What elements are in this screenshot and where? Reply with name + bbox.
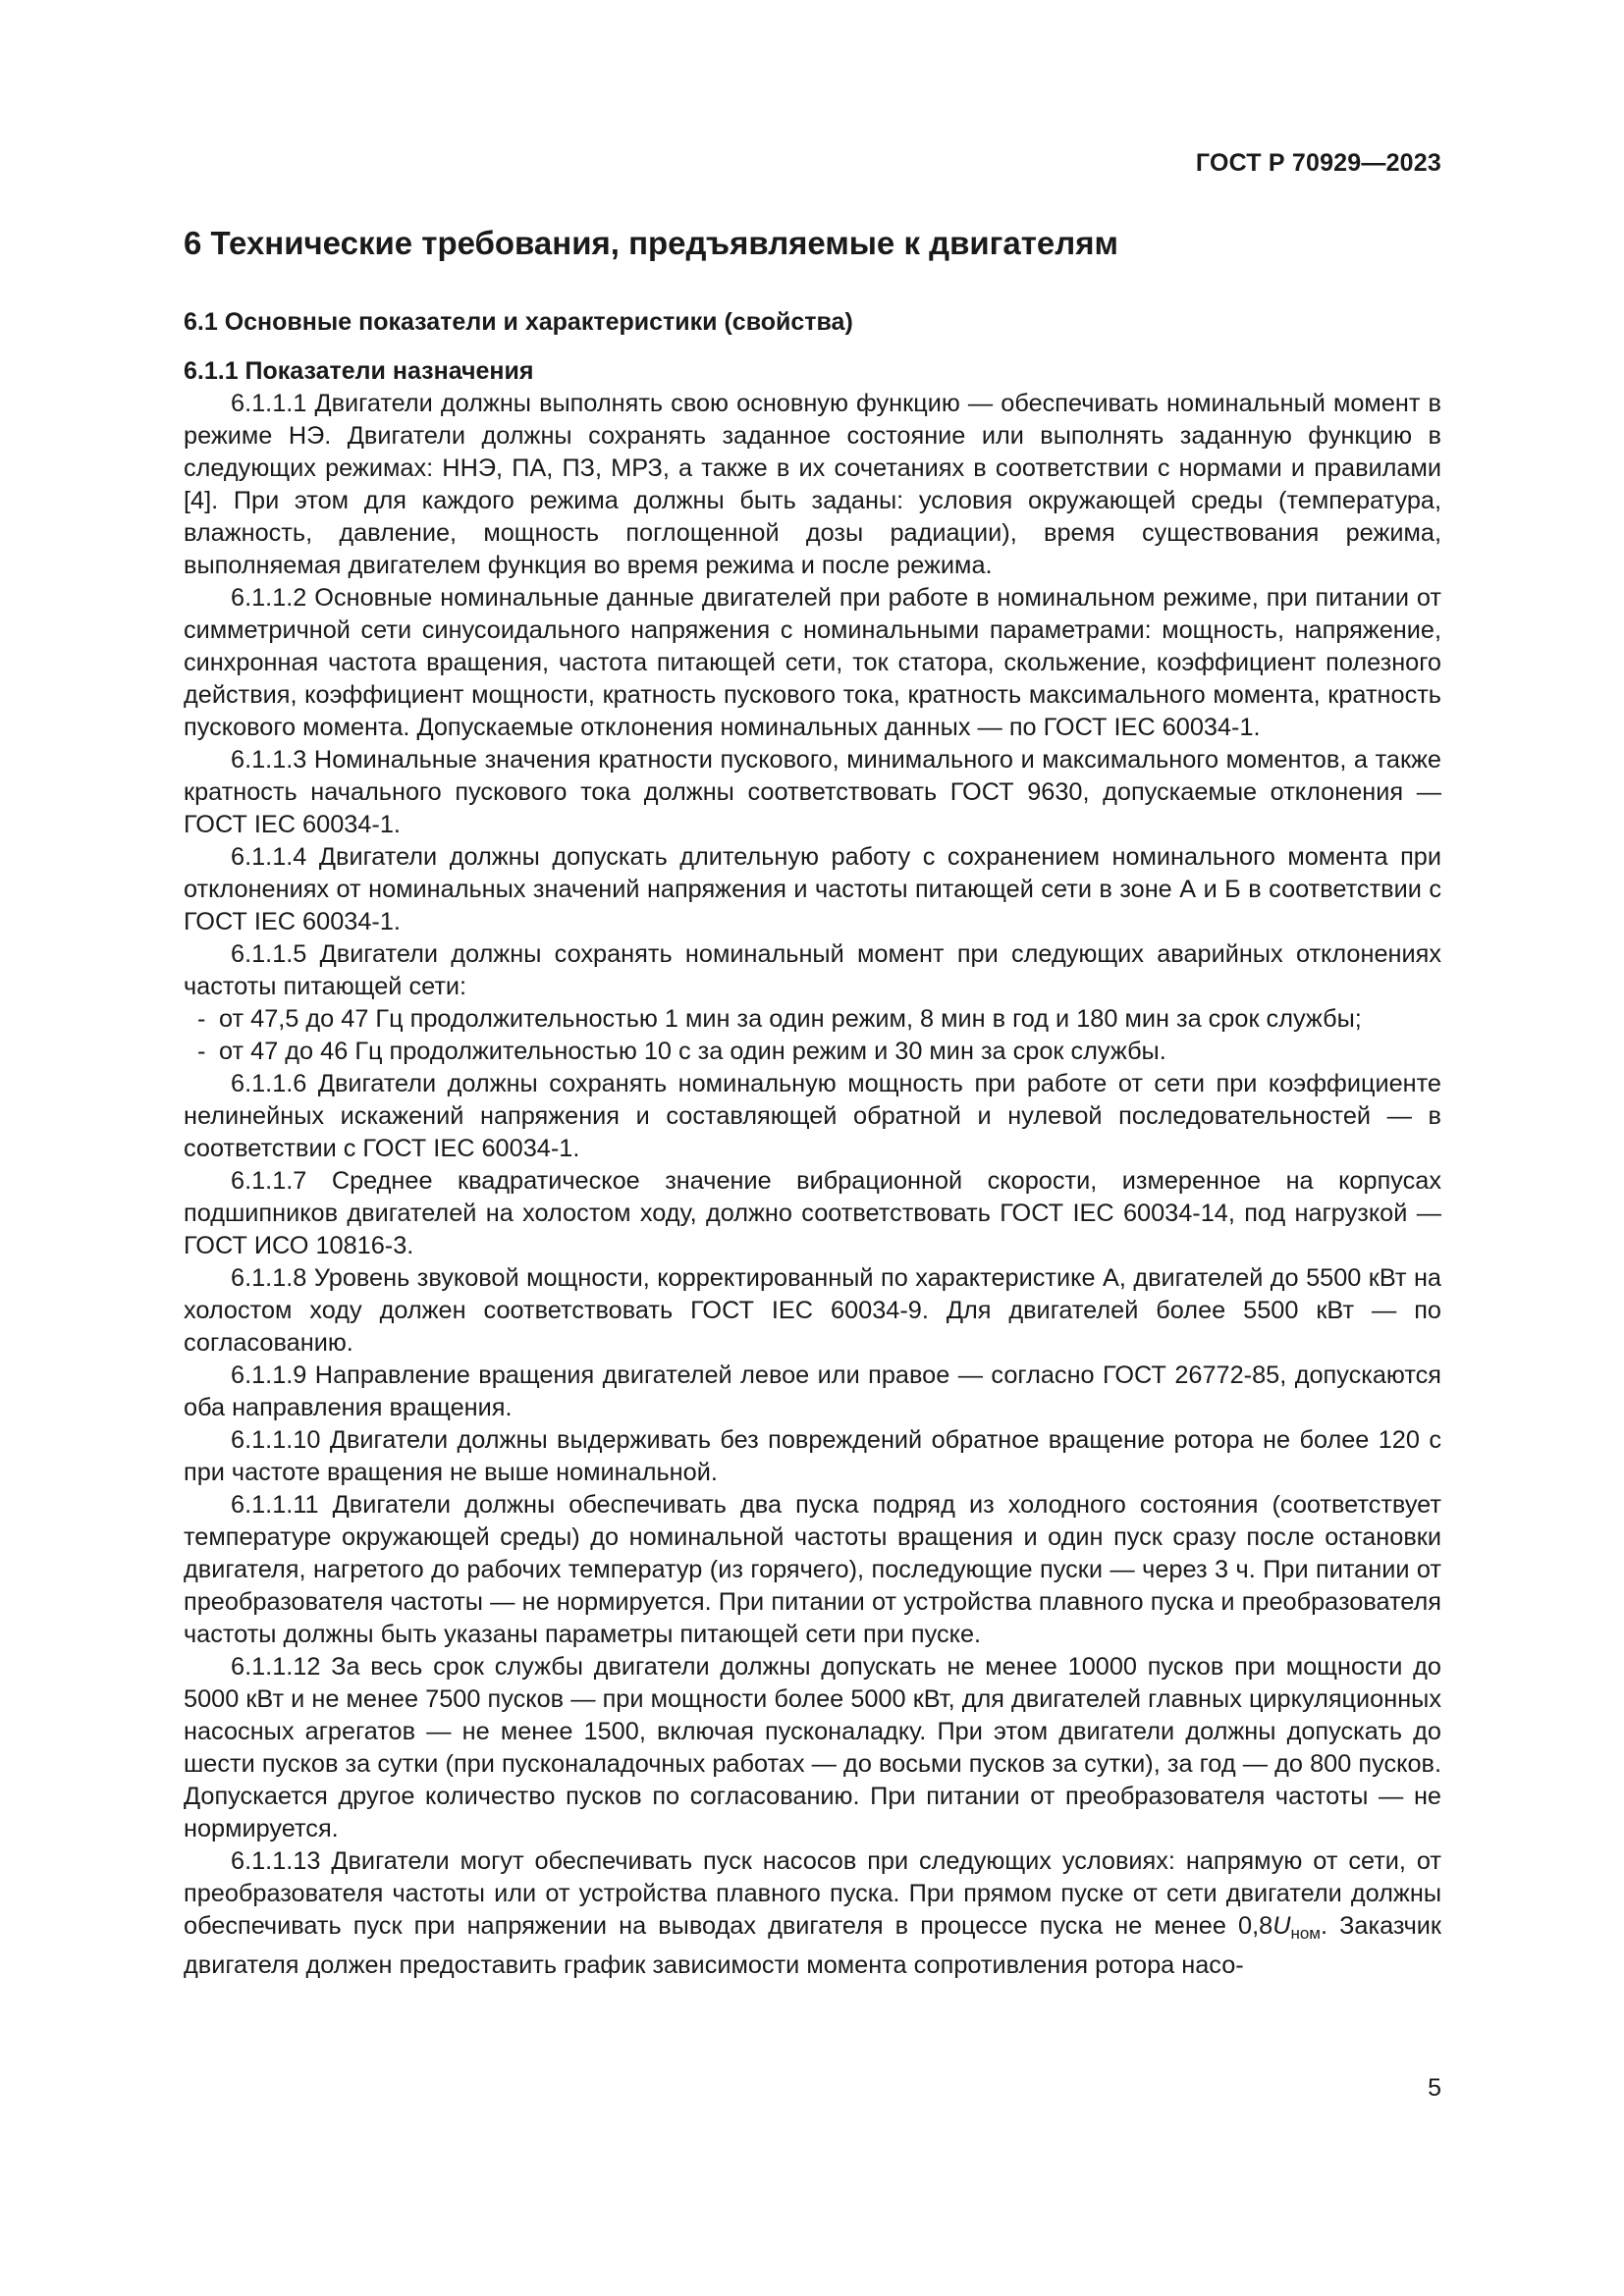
list-item	[184, 1036, 1441, 1068]
paragraph-text: . Заказчик двигателя должен предоставить график зависимости момента сопротивления ротора насо-	[184, 1912, 1442, 1979]
paragraph-6-1-1-10: 6.1.1.10 Двигатели должны выдерживать без повреждений обратное вращение ротора не более 120 с при частоте вращения не выше номинальной.	[184, 1426, 1441, 1486]
page-number: 5	[1428, 2074, 1441, 2102]
paragraph-6-1-1-13	[184, 1845, 1441, 1982]
list-item	[184, 1003, 1441, 1036]
subsubsection-title: 6.1.1 Показатели назначения	[184, 357, 534, 385]
list-item-text: от 47,5 до 47 Гц продолжительностью 1 мин за один режим, 8 мин в год и 180 мин за срок службы;	[219, 1005, 1362, 1033]
paragraph-6-1-1-3: 6.1.1.3 Номинальные значения кратности пускового, минимального и максимального моментов, а также кратность начального пускового тока должны соответствовать ГОСТ 9630, допускаемые отклонения — ГОСТ IEC 60034-1.	[184, 746, 1441, 838]
voltage-symbol: U	[1272, 1912, 1291, 1940]
paragraph-6-1-1-4: 6.1.1.4 Двигатели должны допускать длительную работу с сохранением номинального момента при отклонениях от номинальных значений напряжения и частоты питающей сети в зоне А и Б в соответствии с ГОСТ IEC 60034-1.	[184, 843, 1441, 935]
list-dash: -	[197, 1005, 206, 1033]
section-title: 6 Технические требования, предъявляемые к двигателям	[184, 225, 1118, 261]
paragraph-6-1-1-8: 6.1.1.8 Уровень звуковой мощности, корректированный по характеристике А, двигателей до 5500 кВт на холостом ходу должен соответствовать ГОСТ IEC 60034-9. Для двигателей более 5500 кВт — по согласованию.	[184, 1264, 1441, 1357]
paragraph-6-1-1-6: 6.1.1.6 Двигатели должны сохранять номинальную мощность при работе от сети при коэффициенте нелинейных искажений напряжения и составляющей обратной и нулевой последовательностей — в соответствии с ГОСТ IEC 60034-1.	[184, 1070, 1441, 1162]
paragraph-6-1-1-11: 6.1.1.11 Двигатели должны обеспечивать два пуска подряд из холодного состояния (соответствует температуре окружающей среды) до номинальной частоты вращения и один пуск сразу после остановки двигателя, нагретого до рабочих температур (из горячего), последующие пуски — через 3 ч. При питании от преобразователя частоты — не нормируется. При питании от устройства плавного пуска и преобразователя частоты должны быть указаны параметры питающей сети при пуске.	[184, 1491, 1441, 1648]
paragraph-6-1-1-12: 6.1.1.12 За весь срок службы двигатели должны допускать не менее 10000 пусков при мощности до 5000 кВт и не менее 7500 пусков — при мощности более 5000 кВт, для двигателей главных циркуляционных насосных агрегатов — не менее 1500, включая пусконаладку. При этом двигатели должны допускать до шести пусков за сутки (при пусконаладочных работах — до восьми пусков за сутки), за год — до 800 пусков. Допускается другое количество пусков по согласованию. При питании от преобразователя частоты — не нормируется.	[184, 1653, 1441, 1842]
paragraph-6-1-1-1: 6.1.1.1 Двигатели должны выполнять свою основную функцию — обеспечивать номинальный момент в режиме НЭ. Двигатели должны сохранять заданное состояние или выполнять заданную функцию в следующих режимах: ННЭ, ПА, ПЗ, МРЗ, а также в их сочетаниях в соответствии с нормами и правилами [4]. При этом для каждого режима должны быть заданы: условия окружающей среды (температура, влажность, давление, мощность поглощенной дозы радиации), время существования режима, выполняемая двигателем функция во время режима и после режима.	[184, 390, 1441, 579]
subsection-title: 6.1 Основные показатели и характеристики (свойства)	[184, 308, 853, 336]
page-content	[184, 221, 1441, 1982]
list-dash: -	[197, 1038, 206, 1065]
paragraph-6-1-1-9: 6.1.1.9 Направление вращения двигателей левое или правое — согласно ГОСТ 26772-85, допускаются оба направления вращения.	[184, 1362, 1441, 1421]
paragraph-6-1-1-7: 6.1.1.7 Среднее квадратическое значение вибрационной скорости, измеренное на корпусах подшипников двигателей на холостом ходу, должно соответствовать ГОСТ IEC 60034-14, под нагрузкой — ГОСТ ИСО 10816-3.	[184, 1167, 1441, 1259]
paragraph-text: 6.1.1.13 Двигатели могут обеспечивать пуск насосов при следующих условиях: напрямую от сети, от преобразователя частоты или от устройства плавного пуска. При прямом пуске от сети двигатели должны обеспечивать пуск при напряжении на выводах двигателя в процессе пуска не менее 0,8	[184, 1847, 1441, 1940]
paragraph-6-1-1-2: 6.1.1.2 Основные номинальные данные двигателей при работе в номинальном режиме, при питании от симметричной сети синусоидального напряжения с номинальными параметрами: мощность, напряжение, синхронная частота вращения, частота питающей сети, ток статора, скольжение, коэффициент полезного действия, коэффициент мощности, кратность пускового тока, кратность максимального момента, кратность пускового момента. Допускаемые отклонения номинальных данных — по ГОСТ IEC 60034-1.	[184, 584, 1441, 741]
document-id-header: ГОСТ Р 70929—2023	[1195, 149, 1441, 177]
voltage-subscript: ном	[1290, 1924, 1321, 1943]
paragraph-6-1-1-5: 6.1.1.5 Двигатели должны сохранять номинальный момент при следующих аварийных отклонениях частоты питающей сети:	[184, 940, 1441, 1000]
list-item-text: от 47 до 46 Гц продолжительностью 10 с за один режим и 30 мин за срок службы.	[219, 1038, 1166, 1065]
